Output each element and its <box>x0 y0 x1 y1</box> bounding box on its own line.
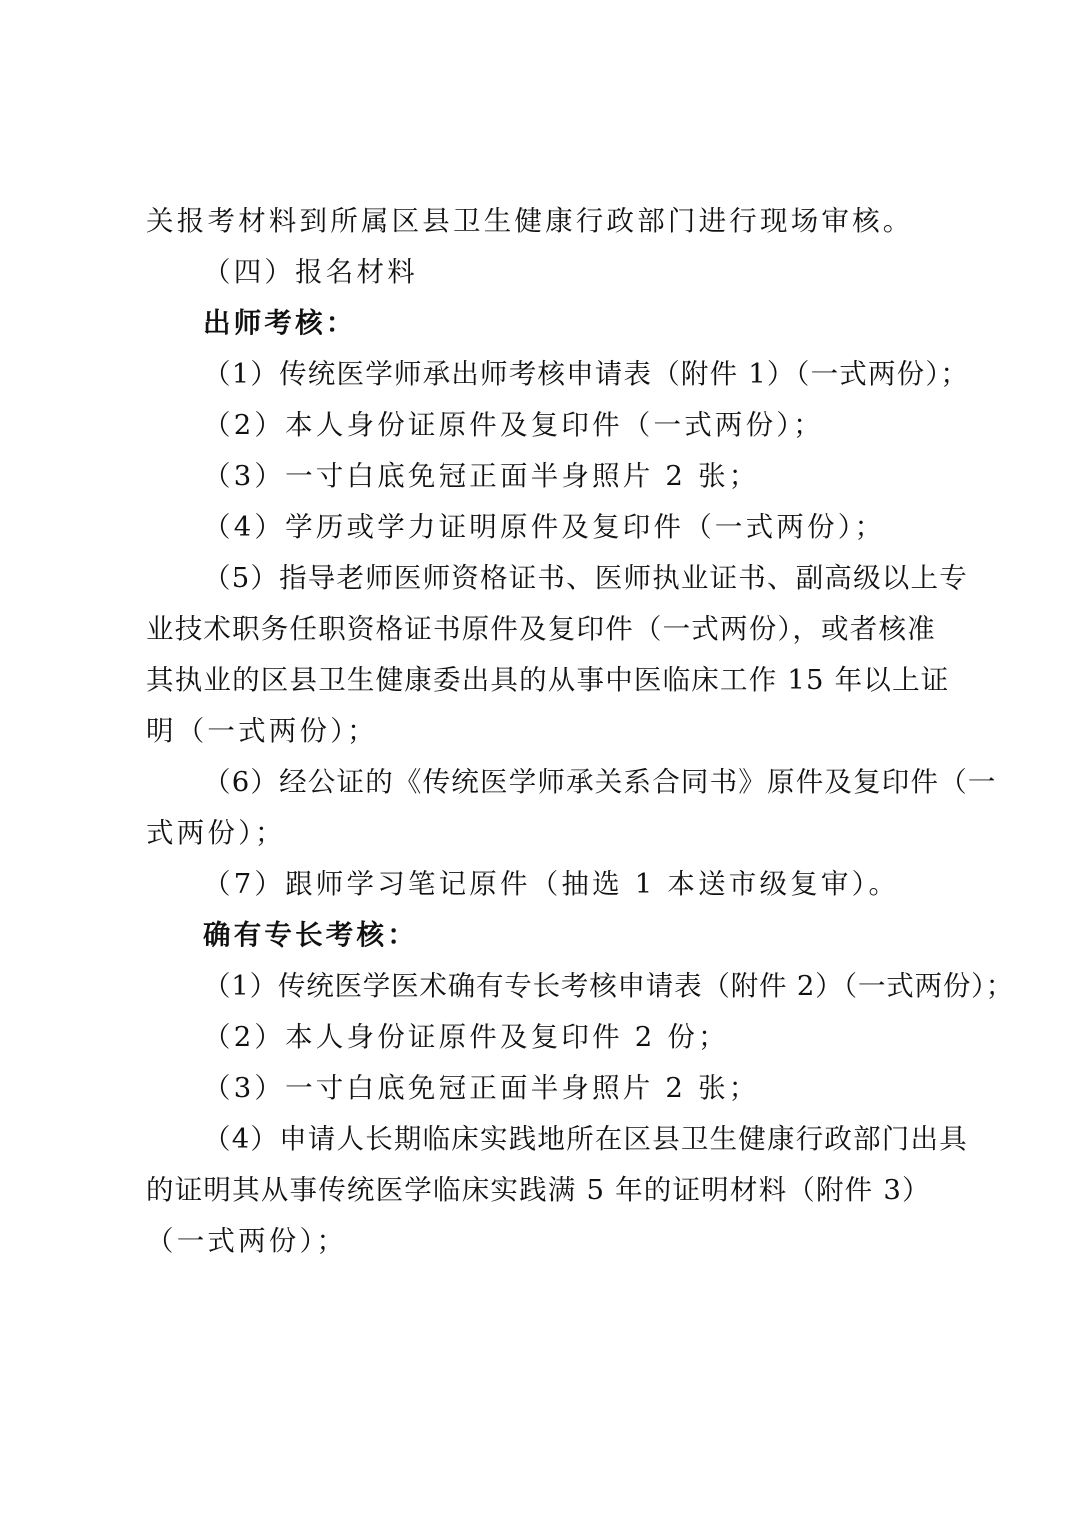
document-page <box>146 196 1015 1267</box>
subheading-graduation-assessment: 出师考核： <box>203 307 357 339</box>
list-item-7: （7）跟师学习笔记原件（抽选 1 本送市级复审）。 <box>203 868 900 900</box>
list-item-4: （4）学历或学力证明原件及复印件（一式两份）； <box>203 511 886 543</box>
list-item-3: （3）一寸白底免冠正面半身照片 2 张； <box>203 1072 760 1104</box>
list-item-5: （5）指导老师医师资格证书、医师执业证书、副高级以上专 <box>203 562 968 594</box>
list-item-5-continued: 明（一式两份）； <box>146 715 378 747</box>
list-item-6-continued: 式两份）； <box>146 817 286 849</box>
list-item-4-continued: （一式两份）； <box>146 1225 348 1257</box>
list-item-3: （3）一寸白底免冠正面半身照片 2 张； <box>203 460 760 492</box>
list-item-1: （1）传统医学师承出师考核申请表（附件 1）（一式两份）； <box>203 358 970 390</box>
list-item-5-continued: 业技术职务任职资格证书原件及复印件（一式两份），或者核准 <box>146 613 936 645</box>
section-heading-registration-materials: （四）报名材料 <box>203 256 418 288</box>
list-item-4: （4）申请人长期临床实践地所在区县卫生健康行政部门出具 <box>203 1123 968 1155</box>
list-item-2: （2）本人身份证原件及复印件 2 份； <box>203 1021 729 1053</box>
list-item-1: （1）传统医学医术确有专长考核申请表（附件 2）（一式两份）； <box>203 970 1015 1002</box>
list-item-2: （2）本人身份证原件及复印件（一式两份）； <box>203 409 824 441</box>
text-line-continuation: 关报考材料到所属区县卫生健康行政部门进行现场审核。 <box>146 205 914 237</box>
subheading-special-skill-assessment: 确有专长考核： <box>203 919 418 951</box>
list-item-6: （6）经公证的《传统医学师承关系合同书》原件及复印件（一 <box>203 766 997 798</box>
list-item-5-continued: 其执业的区县卫生健康委出具的从事中医临床工作 15 年以上证 <box>146 664 950 696</box>
list-item-4-continued: 的证明其从事传统医学临床实践满 5 年的证明材料（附件 3） <box>146 1174 931 1206</box>
